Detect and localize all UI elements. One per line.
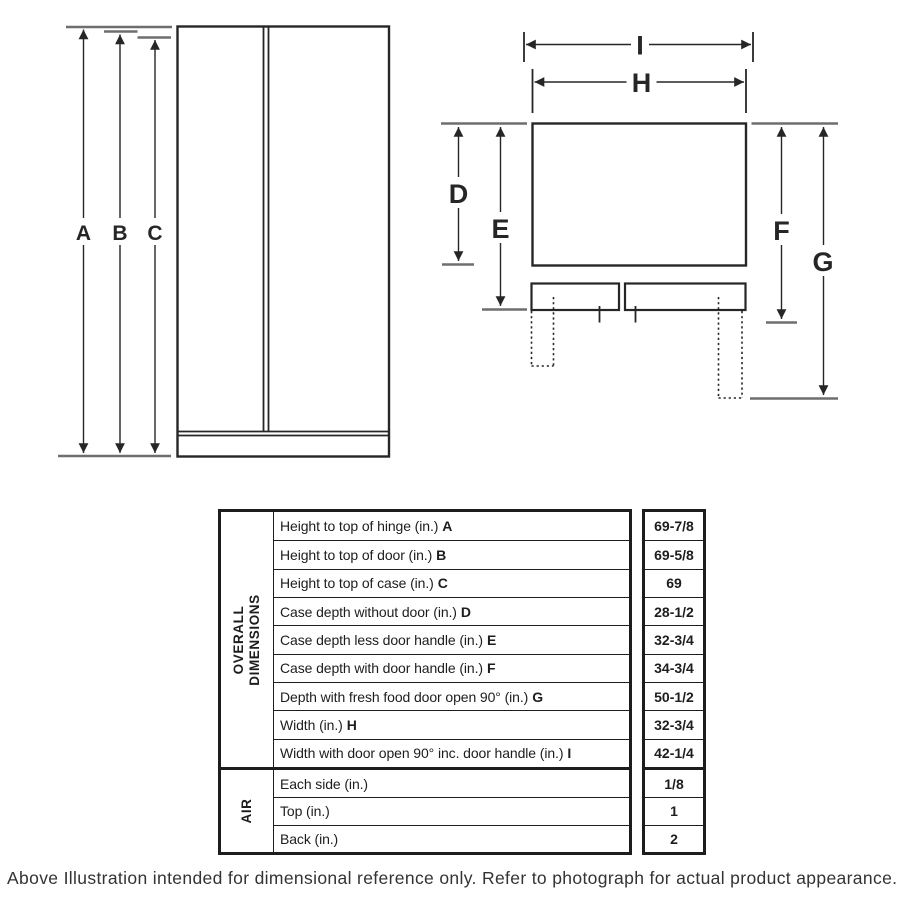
front-view-cabinet-outline [178,27,390,457]
table-row: Top (in.) [274,797,629,824]
top-view-right-door [625,284,746,311]
value-cell: 50-1/2 [645,682,703,710]
overall-dimensions-values [645,512,703,770]
dimension-label-A: A [75,222,92,245]
table-row: Case depth less door handle (in.) E [274,625,629,653]
top-view-left-door [532,284,620,311]
air-rows [274,770,629,852]
air-values [645,770,703,852]
dimension-label-C: C [147,222,163,245]
value-cell: 69-5/8 [645,540,703,568]
dimensions-values-column [642,509,706,855]
overall-dimensions-header-cell [221,512,274,767]
dimension-label-F: F [773,216,790,246]
width-dimension-arrows [524,30,753,113]
air-header-cell [221,770,274,852]
value-cell: 1 [645,797,703,824]
air-header: AIR [239,798,255,824]
dimension-label-E: E [491,214,510,244]
overall-dimensions-section [221,512,629,770]
table-row: Height to top of hinge (in.) A [280,518,453,535]
value-cell: 32-3/4 [645,710,703,738]
value-cell: 32-3/4 [645,625,703,653]
depth-dimension-arrows [441,124,840,399]
top-view-case-outline [533,124,747,266]
table-row: Case depth with door handle (in.) F [274,654,629,682]
value-cell: 42-1/4 [645,739,703,767]
value-cell: 69-7/8 [654,518,694,535]
table-row: Width (in.) H [274,710,629,738]
dimension-label-D: D [448,179,469,209]
dimensions-table [218,509,632,855]
overall-dimensions-header: OVERALL DIMENSIONS [231,593,262,686]
overall-dimensions-rows [274,512,629,767]
table-row: Height to top of case (in.) C [274,569,629,597]
air-section [221,770,629,852]
refrigerator-front-view [178,27,390,457]
value-cell: 1/8 [664,775,684,792]
dimension-label-I: I [636,30,644,61]
table-row: Each side (in.) [280,775,368,792]
value-cell: 28-1/2 [645,597,703,625]
top-view-left-handle-dashed [532,297,554,366]
value-cell: 69 [645,569,703,597]
value-cell: 34-3/4 [645,654,703,682]
table-row: Case depth without door (in.) D [274,597,629,625]
footnote: Above Illustration intended for dimensional reference only. Refer to photograph for actual product appearance. [7,868,898,888]
table-row: Back (in.) [274,825,629,852]
table-row: Width with door open 90° inc. door handle (in.) I [274,739,629,767]
value-cell: 2 [645,825,703,852]
top-view-right-handle-dashed [719,297,743,398]
table-row: Height to top of door (in.) B [274,540,629,568]
dimension-label-H: H [631,68,652,98]
height-dimension-arrows [58,27,172,456]
refrigerator-top-view [532,124,747,399]
dimension-label-B: B [112,222,128,245]
table-row: Depth with fresh food door open 90° (in.) G [274,682,629,710]
dimension-label-G: G [812,247,834,277]
